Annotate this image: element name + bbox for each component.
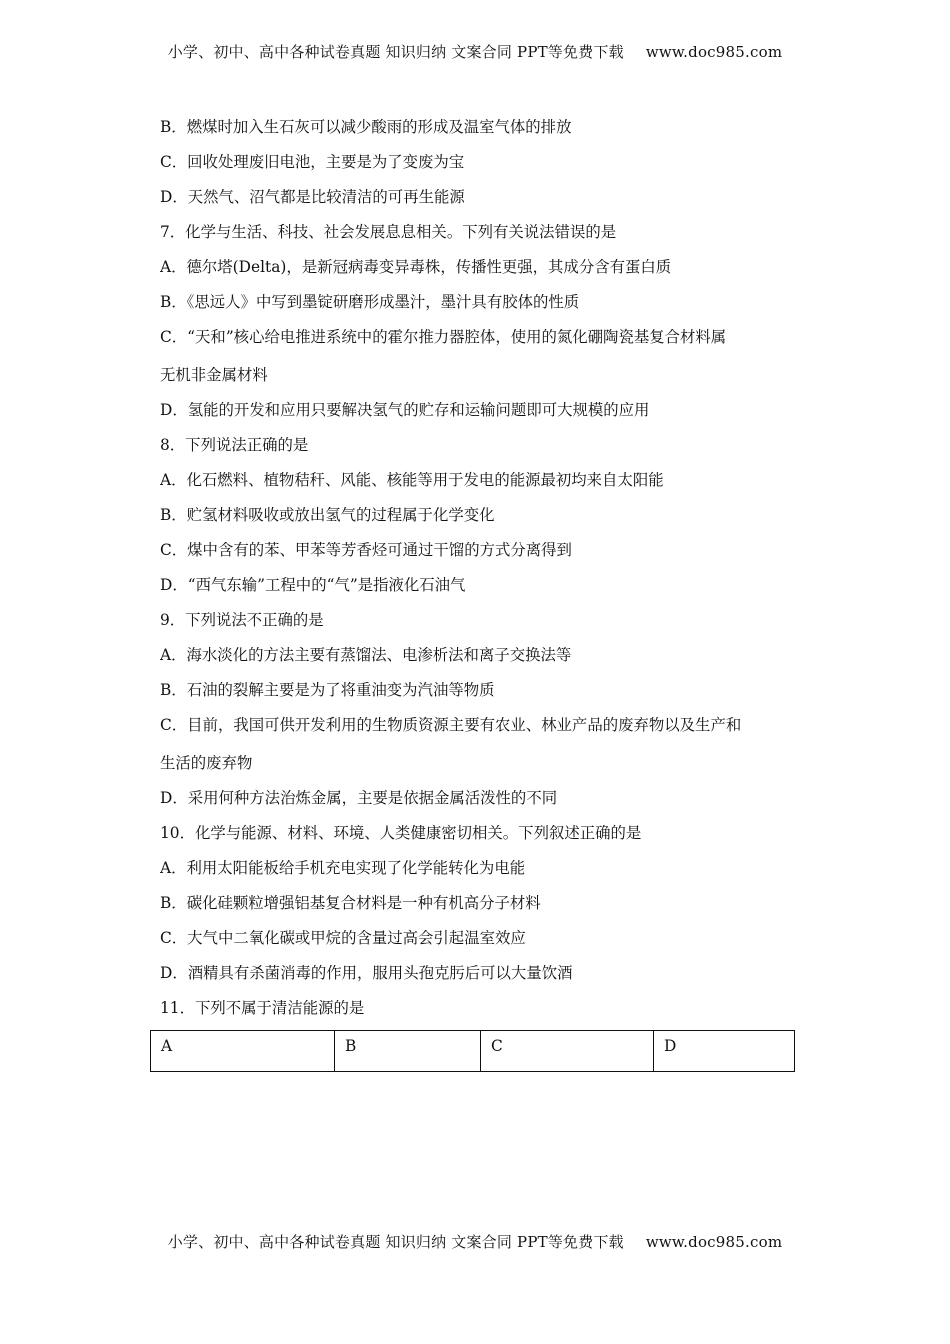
option-9a: A．海水淡化的方法主要有蒸馏法、电渗析法和离子交换法等 (160, 646, 572, 664)
option-9c: C．目前，我国可供开发利用的生物质资源主要有农业、林业产品的废弃物以及生产和 (160, 716, 742, 734)
option-cell-d: D (654, 1031, 795, 1072)
question-9: 9．下列说法不正确的是 (160, 611, 324, 629)
option-cell-b: B (335, 1031, 481, 1072)
option-7b: B．《思远人》中写到墨锭研磨形成墨汁，墨汁具有胶体的性质 (160, 293, 580, 311)
option-cell-c: C (481, 1031, 654, 1072)
option-10c: C．大气中二氧化碳或甲烷的含量过高会引起温室效应 (160, 929, 526, 947)
option-7d: D．氢能的开发和应用只要解决氢气的贮存和运输问题即可大规模的应用 (160, 401, 650, 419)
question-8: 8．下列说法正确的是 (160, 436, 309, 454)
footer-text: 小学、初中、高中各种试卷真题 知识归纳 文案合同 PPT等免费下载 (167, 1233, 624, 1251)
question-content (160, 114, 796, 1030)
footer-site-link[interactable]: www.doc985.com (645, 1233, 783, 1251)
option-6d: D．天然气、沼气都是比较清洁的可再生能源 (160, 188, 465, 206)
option-8d: D．“西气东输”工程中的“气”是指液化石油气 (160, 576, 466, 594)
option-6c: C．回收处理废旧电池，主要是为了变废为宝 (160, 153, 465, 171)
question-7: 7．化学与生活、科技、社会发展息息相关。下列有关说法错误的是 (160, 223, 617, 241)
header-site-link[interactable]: www.doc985.com (645, 43, 783, 61)
question-11-options-table (150, 1030, 795, 1072)
option-6b: B．燃煤时加入生石灰可以减少酸雨的形成及温室气体的排放 (160, 118, 572, 136)
option-7c-continued: 无机非金属材料 (160, 366, 268, 384)
page-header (0, 41, 950, 62)
option-10b: B．碳化硅颗粒增强铝基复合材料是一种有机高分子材料 (160, 894, 541, 912)
option-9b: B．石油的裂解主要是为了将重油变为汽油等物质 (160, 681, 495, 699)
question-10: 10．化学与能源、材料、环境、人类健康密切相关。下列叙述正确的是 (160, 824, 642, 842)
page-footer (0, 1231, 950, 1252)
option-8a: A．化石燃料、植物秸秆、风能、核能等用于发电的能源最初均来自太阳能 (160, 471, 664, 489)
table-row (151, 1031, 795, 1072)
option-7c: C．“天和”核心给电推进系统中的霍尔推力器腔体，使用的氮化硼陶瓷基复合材料属 (160, 328, 727, 346)
option-9c-continued: 生活的废弃物 (160, 754, 253, 772)
option-8c: C．煤中含有的苯、甲苯等芳香烃可通过干馏的方式分离得到 (160, 541, 572, 559)
question-11: 11．下列不属于清洁能源的是 (160, 999, 365, 1017)
option-7a: A．德尔塔(Delta)，是新冠病毒变异毒株，传播性更强，其成分含有蛋白质 (160, 258, 672, 276)
option-10a: A．利用太阳能板给手机充电实现了化学能转化为电能 (160, 859, 526, 877)
option-cell-a: A (151, 1031, 335, 1072)
header-text: 小学、初中、高中各种试卷真题 知识归纳 文案合同 PPT等免费下载 (167, 43, 624, 61)
option-8b: B．贮氢材料吸收或放出氢气的过程属于化学变化 (160, 506, 495, 524)
option-10d: D．酒精具有杀菌消毒的作用，服用头孢克肟后可以大量饮酒 (160, 964, 573, 982)
option-9d: D．采用何种方法治炼金属，主要是依据金属活泼性的不同 (160, 789, 558, 807)
